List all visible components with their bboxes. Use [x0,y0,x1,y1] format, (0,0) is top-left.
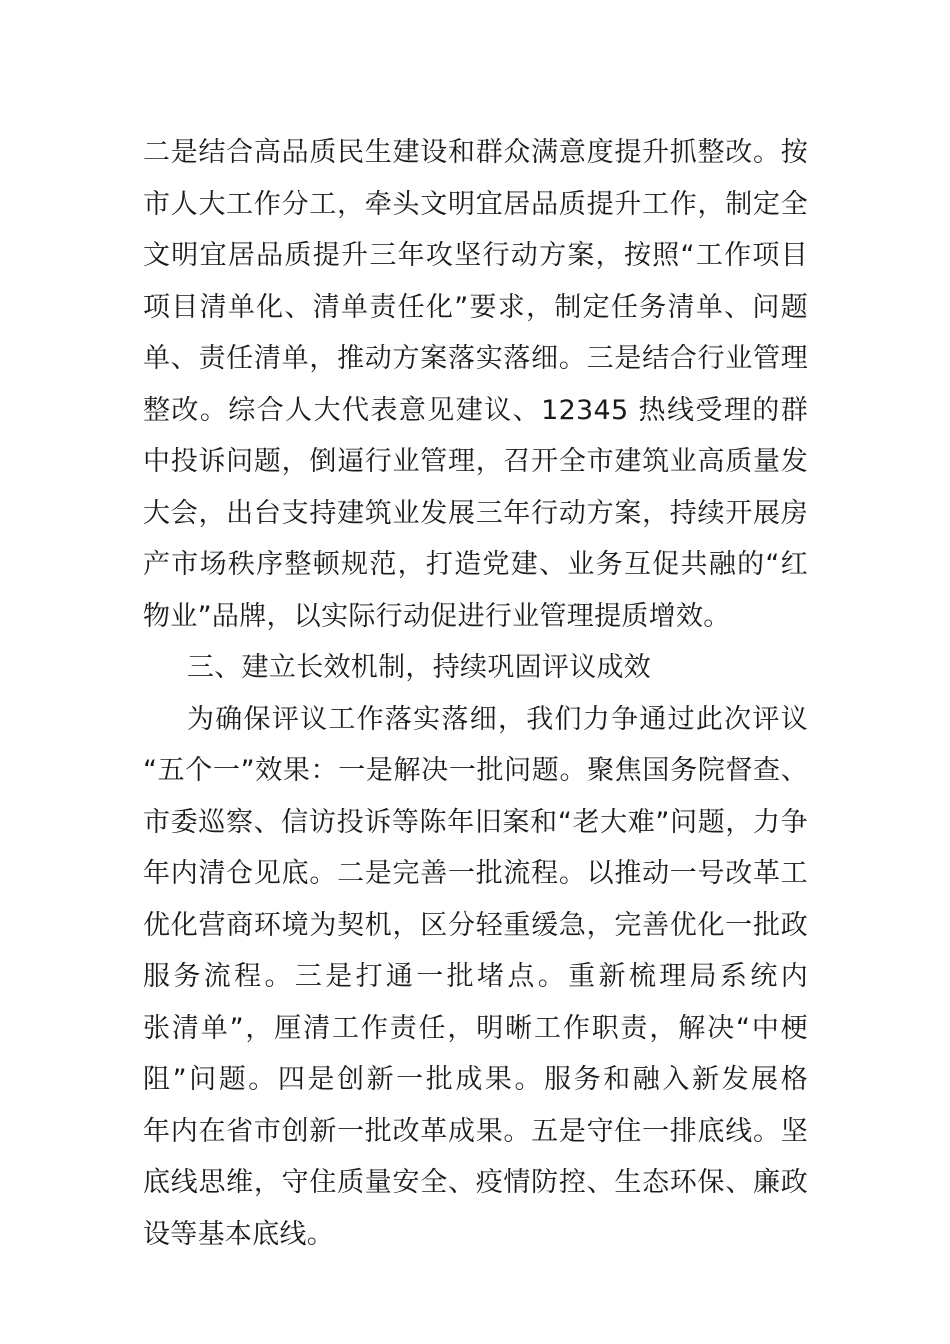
text-line: 中投诉问题，倒逼行业管理，召开全市建筑业高质量发 [143,446,808,477]
paragraph-1 [143,127,808,642]
text-line: 为确保评议工作落实落细，我们力争通过此次评议 [187,703,808,735]
text-line: 二是结合高品质民生建设和群众满意度提升抓整改。按 [143,137,808,168]
text-line: 设等基本底线。 [143,1218,335,1250]
text-line: “五个一”效果：一是解决一批问题。聚焦国务院督查、 [143,755,808,786]
text-line: 底线思维，守住质量安全、疫情防控、生态环保、廉政 [143,1167,808,1198]
text-line: 产市场秩序整顿规范，打造党建、业务互促共融的“红 [143,549,808,580]
text-line: 项目清单化、清单责任化”要求，制定任务清单、问题 [143,291,808,323]
text-line: 物业”品牌，以实际行动促进行业管理提质增效。 [143,600,731,632]
text-line: 单、责任清单，推动方案落实落细。三是结合行业管理 [143,343,808,374]
text-line: 年内清仓见底。二是完善一批流程。以推动一号改革工 [143,858,808,889]
text-line: 市委巡察、信访投诉等陈年旧案和“老大难”问题，力争 [143,806,808,838]
text-line: 市人大工作分工，牵头文明宜居品质提升工作，制定全 [143,188,808,220]
section-heading-3 [143,642,808,694]
heading-text: 三、建立长效机制，持续巩固评议成效 [187,652,652,683]
paragraph-2 [143,694,808,1261]
text-line: 服务流程。三是打通一批堵点。重新梳理局系统内 [143,961,808,992]
text-line: 优化营商环境为契机，区分轻重缓急，完善优化一批政 [143,909,808,941]
text-line: 整改。综合人大代表意见建议、12345 热线受理的群 [143,394,808,426]
text-line: 大会，出台支持建筑业发展三年行动方案，持续开展房 [143,497,808,529]
text-line: 张清单”，厘清工作责任，明晰工作职责，解决“中梗 [143,1012,808,1044]
text-line: 文明宜居品质提升三年攻坚行动方案，按照“工作项目 [143,240,808,271]
text-line: 年内在省市创新一批改革成果。五是守住一排底线。坚 [143,1115,808,1147]
text-line: 阻”问题。四是创新一批成果。服务和融入新发展格 [143,1064,808,1095]
document-body [143,127,808,1260]
